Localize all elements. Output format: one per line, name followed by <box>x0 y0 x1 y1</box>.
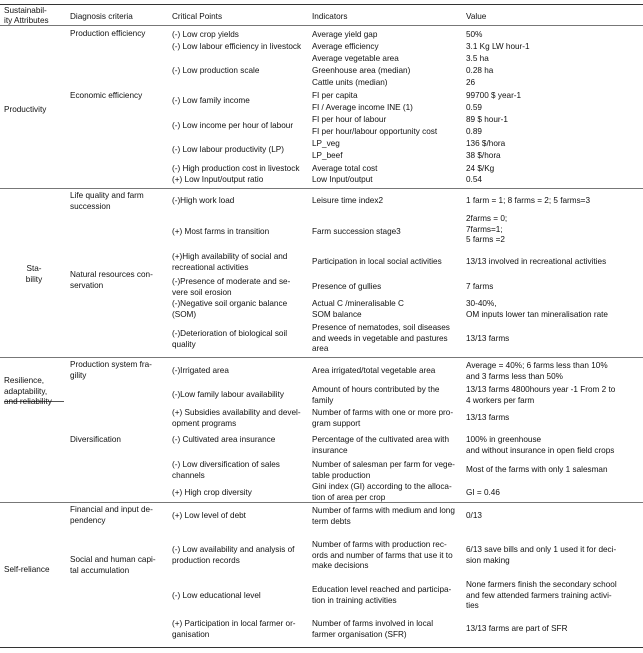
val-p8: 89 $ hour-1 <box>466 115 508 124</box>
ind-r5: Number of salesman per farm for vege- table production <box>312 460 455 480</box>
crit-r6: (+) High crop diversity <box>172 488 252 497</box>
val-p10: 136 $/hora <box>466 139 506 148</box>
attr-stability: Sta- bility <box>25 264 43 284</box>
ind-p5: Cattle units (median) <box>312 78 388 87</box>
diag-diversification: Diversification <box>70 435 121 444</box>
ind-p13: Low Input/output <box>312 175 373 184</box>
val-s3: 13/13 involved in recreational activities <box>466 257 607 266</box>
diag-economic-efficiency: Economic efficiency <box>70 91 143 100</box>
val-p12: 24 $/Kg <box>466 164 495 173</box>
val-p2: 3.1 Kg LW hour-1 <box>466 42 530 51</box>
val-p11: 38 $/hora <box>466 151 501 160</box>
crit-f1: (+) Low level of debt <box>172 511 246 520</box>
ind-s1: Leisure time index2 <box>312 196 383 205</box>
header-indicators: Indicators <box>312 12 348 21</box>
ind-s5: Actual C /mineralisable C SOM balance <box>312 299 404 319</box>
crit-p10: (-) Low labour productivity (LP) <box>172 145 284 154</box>
section-rule-productivity <box>0 188 643 189</box>
ind-s3: Participation in local social activities <box>312 257 442 266</box>
diag-natural-resources: Natural resources con- servation <box>70 270 153 290</box>
ind-s6: Presence of nematodes, soil diseases and weeds in vegetable and pastures area <box>312 323 450 353</box>
diag-life-quality: Life quality and farm succession <box>70 191 144 211</box>
crit-r2: (-)Low family labour availability <box>172 390 284 399</box>
crit-f2: (-) Low availability and analysis of production records <box>172 545 295 565</box>
val-p13: 0.54 <box>466 175 482 184</box>
crit-r4: (-) Cultivated area insurance <box>172 435 276 444</box>
ind-r6: Gini index (GI) according to the alloca- tion of area per crop <box>312 482 452 502</box>
crit-p12: (-) High production cost in livestock <box>172 164 300 173</box>
val-s6: 13/13 farms <box>466 334 510 343</box>
ind-p8: FI per hour of labour <box>312 115 387 124</box>
attr-productivity: Productivity <box>4 105 47 114</box>
crit-s4: (-)Presence of moderate and se- vere soil erosion <box>172 277 291 297</box>
val-p4: 0.28 ha <box>466 66 494 75</box>
ind-s2: Farm succession stage3 <box>312 227 401 236</box>
crit-s2: (+) Most farms in transition <box>172 227 270 236</box>
crit-r1: (-)Irrigated area <box>172 366 229 375</box>
val-r1: Average = 40%; 6 farms less than 10% and 3 farms less than 50% <box>466 361 608 381</box>
val-r4: 100% in greenhouse and without insurance in open field crops <box>466 435 615 455</box>
ind-p1: Average yield gap <box>312 30 378 39</box>
val-s2: 2farms = 0; 7farms=1; 5 farms =2 <box>466 214 508 244</box>
section-rule-stability <box>0 357 643 358</box>
ind-r4: Percentage of the cultivated area with insurance <box>312 435 449 455</box>
val-p9: 0.89 <box>466 127 482 136</box>
val-p3: 3.5 ha <box>466 54 489 63</box>
val-s5: 30-40%, OM inputs lower tan mineralisation rate <box>466 299 608 319</box>
crit-p13: (+) Low Input/output ratio <box>172 175 264 184</box>
val-f3: None farmers finish the secondary school and few attended farmers training activi- ties <box>466 580 617 610</box>
diag-production-efficiency: Production efficiency <box>70 29 146 38</box>
ind-p2: Average efficiency <box>312 42 379 51</box>
header-critical-points: Critical Points <box>172 12 223 21</box>
table-bottom-rule <box>0 647 643 648</box>
crit-s5: (-)Negative soil organic balance (SOM) <box>172 299 288 319</box>
val-r5: Most of the farms with only 1 salesman <box>466 465 608 474</box>
val-s1: 1 farm = 1; 8 farms = 2; 5 farms=3 <box>466 196 590 205</box>
ind-f2: Number of farms with production rec- ords and number of farms that use it to make decisions <box>312 540 453 570</box>
ind-p11: LP_beef <box>312 151 343 160</box>
attr-resilience: Resilience, adaptability, and reliability <box>4 376 52 406</box>
crit-p2: (-) Low labour efficiency in livestock <box>172 42 302 51</box>
table-top-rule <box>0 4 643 5</box>
val-s4: 7 farms <box>466 282 494 291</box>
ind-p10: LP_veg <box>312 139 340 148</box>
ind-p4: Greenhouse area (median) <box>312 66 411 75</box>
ind-p7: FI / Average income INE (1) <box>312 103 413 112</box>
crit-p6: (-) Low family income <box>172 96 250 105</box>
val-r2: 13/13 farms 4800hours year -1 From 2 to 4 workers per farm <box>466 385 616 405</box>
ind-f4: Number of farms involved in local farmer organisation (SFR) <box>312 619 434 639</box>
header-diagnosis: Diagnosis criteria <box>70 12 133 21</box>
ind-p6: FI per capita <box>312 91 358 100</box>
attr-self-reliance: Self-reliance <box>4 565 50 574</box>
crit-s3: (+)High availability of social and recreational activities <box>172 252 288 272</box>
ind-r1: Area irrigated/total vegetable area <box>312 366 436 375</box>
val-r6: GI = 0.46 <box>466 488 500 497</box>
diag-financial: Financial and input de- pendency <box>70 505 153 525</box>
val-p6: 99700 $ year-1 <box>466 91 522 100</box>
ind-r2: Amount of hours contributed by the family <box>312 385 440 405</box>
diag-system-fragility: Production system fra- gility <box>70 360 152 380</box>
ind-s4: Presence of gullies <box>312 282 382 291</box>
val-f1: 0/13 <box>466 511 482 520</box>
crit-r5: (-) Low diversification of sales channels <box>172 460 280 480</box>
header-attributes: Sustainabil- ity Attributes <box>4 6 49 25</box>
crit-p8: (-) Low income per hour of labour <box>172 121 294 130</box>
ind-f1: Number of farms with medium and long term debts <box>312 506 455 526</box>
ind-p12: Average total cost <box>312 164 378 173</box>
crit-f4: (+) Participation in local farmer or- ganisation <box>172 619 296 639</box>
crit-s1: (-)High work load <box>172 196 235 205</box>
crit-p1: (-) Low crop yields <box>172 30 239 39</box>
diag-social-human: Social and human capi- tal accumulation <box>70 555 156 575</box>
val-r3: 13/13 farms <box>466 413 510 422</box>
header-value: Value <box>466 12 487 21</box>
val-p1: 50% <box>466 30 483 39</box>
ind-p9: FI per hour/labour opportunity cost <box>312 127 438 136</box>
crit-r3: (+) Subsidies availability and devel- opment programs <box>172 408 301 428</box>
val-f4: 13/13 farms are part of SFR <box>466 624 568 633</box>
crit-p4: (-) Low production scale <box>172 66 260 75</box>
crit-s6: (-)Deterioration of biological soil quality <box>172 329 288 349</box>
val-p7: 0.59 <box>466 103 482 112</box>
val-p5: 26 <box>466 78 476 87</box>
ind-f3: Education level reached and participa- tion in training activities <box>312 585 452 605</box>
ind-r3: Number of farms with one or more pro- gram support <box>312 408 454 428</box>
crit-f3: (-) Low educational level <box>172 591 261 600</box>
ind-p3: Average vegetable area <box>312 54 399 63</box>
header-rule <box>0 25 643 26</box>
val-f2: 6/13 save bills and only 1 used it for deci- sion making <box>466 545 617 565</box>
